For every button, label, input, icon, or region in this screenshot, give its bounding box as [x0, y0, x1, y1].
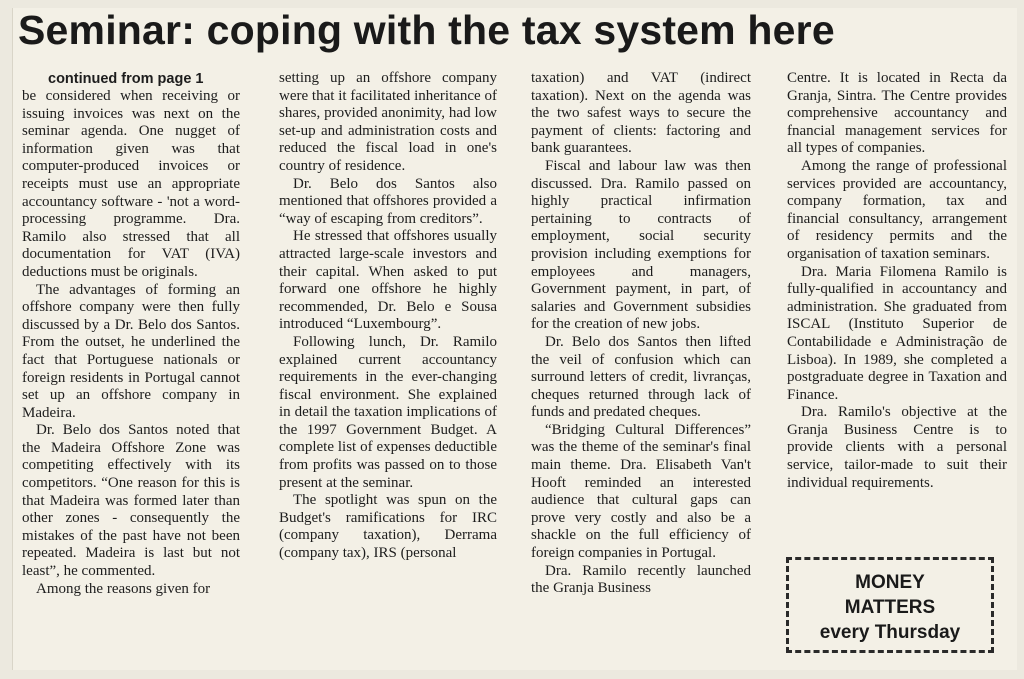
paragraph: Dra. Ramilo's objective at the Granja Business Centre is to provide clients with a personal service, tailor-made to suit their individual requirements.: [787, 404, 1007, 491]
paragraph: “Bridging Cultural Differences” was the theme of the seminar's final main theme. Dra. Elisabeth Van't Hooft reminded an interested audience that cultural gaps can prove very costly and also be a shackle on the full efficiency of foreign companies in Portugal.: [531, 421, 751, 562]
paragraph: setting up an offshore company were that it facilitated inheritance of shares, provided anonimity, had low set-up and administration costs and reduced the fiscal load in one's country of residence.: [279, 70, 497, 174]
paragraph: He stressed that offshores usually attracted large-scale investors and their capital. When asked to put forward one offshore he highly recommended, Dr. Belo e Sousa introduced “Luxembourg”.: [279, 228, 497, 333]
money-matters-promo-box: [786, 557, 994, 653]
promo-line: MONEY: [855, 572, 925, 593]
promo-line: MATTERS: [844, 597, 936, 618]
paragraph: Dr. Belo dos Santos also mentioned that offshores provided a “way of escaping from creditors”.: [279, 175, 497, 227]
paragraph: Among the range of professional services provided are accountancy, company formation, tax and financial consultancy, arrangement of residency permits and the organisation of taxation seminars.: [787, 157, 1007, 262]
article-column-4: [787, 70, 1007, 492]
paragraph: Dra. Maria Filomena Ramilo is fully-qualified in accountancy and administration. She graduated from ISCAL (Instituto Superior de Contabilidade e Administração de Lisboa). In 1989, she completed a postgraduate degree in Taxation and Finance.: [787, 263, 1007, 403]
paragraph: The spotlight was spun on the Budget's ramifications for IRC (company taxation), Derrama (company tax), IRS (personal: [279, 492, 497, 562]
paragraph: taxation) and VAT (indirect taxation). Next on the agenda was the two safest ways to secure the payment of clients: factoring and bank guarantees.: [531, 70, 751, 157]
paragraph: Among the reasons given for: [36, 580, 211, 597]
continued-note: continued from page 1: [48, 71, 204, 87]
headline: Seminar: coping with the tax system here: [18, 7, 835, 53]
paragraph: Dra. Ramilo recently launched the Granja Business: [531, 562, 751, 597]
paragraph: Dr. Belo dos Santos noted that the Madeira Offshore Zone was competiting effectively with its competitors. “One reason for this is that Madeira was formed later than other zones - consequently the mistakes of the past have not been repeated. Madeira is last but not least”, he commented.: [22, 422, 240, 580]
article-column-2: [279, 70, 497, 563]
paragraph: Fiscal and labour law was then discussed. Dra. Ramilo passed on highly practical infirmation pertaining to contracts of employment, social security provision including exemptions for employees and managers, Government payment, in part, of salaries and Government subsidies for the creation of new jobs.: [531, 157, 751, 333]
paragraph: Centre. It is located in Recta da Granja, Sintra. The Centre provides comprehensive accountancy and fnancial management services for all types of companies.: [787, 70, 1007, 157]
paragraph: be considered when receiving or issuing invoices was next on the seminar agenda. One nugget of information given was that computer-produced invoices or receipts must use an appropriate accountancy software - 'not a word-processing programme. Dra. Ramilo also stressed that all documentation for VAT (IVA) deductions must be originals.: [22, 88, 240, 280]
paragraph: The advantages of forming an offshore company were then fully discussed by a Dr. Belo dos Santos. From the outset, he underlined the fact that Portuguese nationals or foreign residents in Portugal cannot set up an offshore company in Madeira.: [22, 281, 240, 421]
article-column-1: [22, 70, 240, 598]
promo-line: every Thursday: [819, 622, 961, 643]
article-column-3: [531, 70, 751, 598]
paragraph: Following lunch, Dr. Ramilo explained current accountancy requirements in the ever-changing fiscal environment. She explained in detail the taxation implications of the 1997 Government Budget. A complete list of expenses deductible from profits was passed on to those present at the seminar.: [279, 333, 497, 491]
paragraph: Dr. Belo dos Santos then lifted the veil of confusion which can surround letters of credit, livranças, cheques returned through lack of funds and predated cheques.: [531, 333, 751, 421]
